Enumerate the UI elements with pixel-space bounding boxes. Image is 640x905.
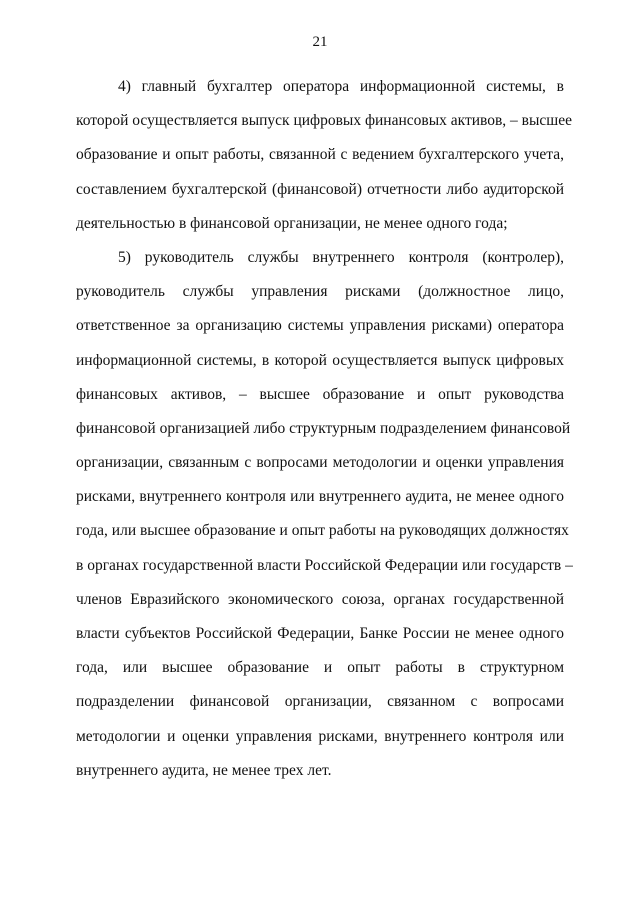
text-line: деятельностью в финансовой организации, не менее одного года; bbox=[76, 214, 508, 232]
text-line: образование и опыт работы, связанной с ведением бухгалтерского учета, bbox=[76, 146, 564, 164]
text-line: в органах государственной власти Российской Федерации или государств – bbox=[76, 556, 573, 574]
text-line: подразделении финансовой организации, связанном с вопросами bbox=[76, 693, 564, 711]
text-line: информационной системы, в которой осуществляется выпуск цифровых bbox=[76, 351, 564, 369]
text-line: 4) главный бухгалтер оператора информационной системы, в bbox=[118, 78, 564, 95]
text-line: финансовой организацией либо структурным подразделением финансовой bbox=[76, 419, 571, 437]
text-line: финансовых активов, – высшее образование и опыт руководства bbox=[76, 385, 564, 403]
text-line: 5) руководитель службы внутреннего контроля (контролер), bbox=[118, 248, 564, 266]
document-body bbox=[76, 70, 573, 788]
text-line: рисками, внутреннего контроля или внутреннего аудита, не менее одного bbox=[76, 488, 564, 506]
text-line: членов Евразийского экономического союза, органах государственной bbox=[76, 590, 564, 608]
text-line: года, или высшее образование и опыт работы в структурном bbox=[76, 659, 564, 677]
text-line: составлением бухгалтерской (финансовой) отчетности либо аудиторской bbox=[76, 180, 564, 198]
text-line: методологии и оценки управления рисками, внутреннего контроля или bbox=[76, 727, 564, 745]
text-line: власти субъектов Российской Федерации, Банке России не менее одного bbox=[76, 625, 564, 642]
text-line: внутреннего аудита, не менее трех лет. bbox=[76, 761, 332, 779]
text-line: ответственное за организацию системы управления рисками) оператора bbox=[76, 317, 564, 335]
text-line: года, или высшее образование и опыт работы на руководящих должностях bbox=[76, 522, 569, 540]
paragraph-item-4 bbox=[76, 70, 572, 241]
text-line: руководитель службы управления рисками (должностное лицо, bbox=[76, 283, 564, 301]
page-number: 21 bbox=[312, 34, 328, 50]
text-line: организации, связанным с вопросами методологии и оценки управления bbox=[76, 454, 564, 472]
text-line: которой осуществляется выпуск цифровых финансовых активов, – высшее bbox=[76, 112, 572, 130]
paragraph-item-5 bbox=[76, 241, 573, 788]
